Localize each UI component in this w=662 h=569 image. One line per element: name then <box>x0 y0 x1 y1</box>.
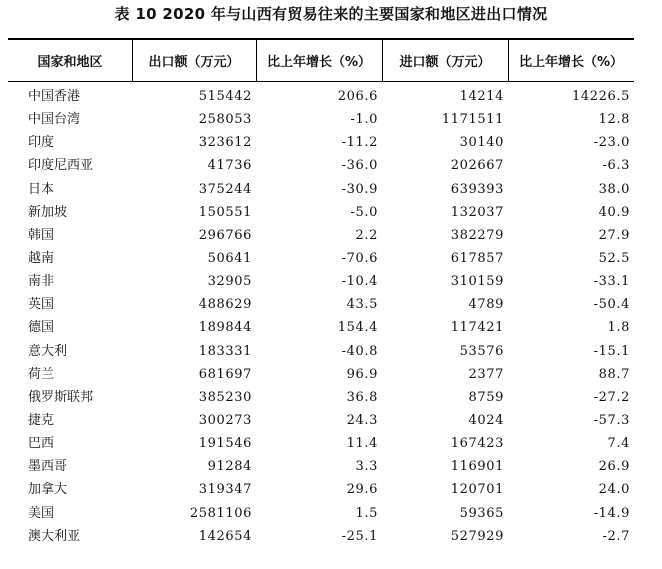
region-cell: 中国香港 <box>28 89 81 105</box>
import-cell: 117421 <box>450 320 504 336</box>
import-growth-cell: -57.3 <box>593 413 630 429</box>
column-header-import-growth: 比上年增长（%） <box>518 55 624 70</box>
import-growth-cell: 24.0 <box>598 482 630 498</box>
table-row <box>8 525 634 548</box>
import-cell: 30140 <box>459 135 504 151</box>
import-cell: 382279 <box>450 227 504 243</box>
export-growth-cell: -30.9 <box>341 181 378 197</box>
import-cell: 59365 <box>459 505 504 521</box>
import-cell: 639393 <box>450 181 504 197</box>
region-cell: 英国 <box>28 297 55 313</box>
region-cell: 墨西哥 <box>28 459 68 475</box>
table-row <box>8 478 634 501</box>
table-row <box>8 201 634 224</box>
export-cell: 681697 <box>198 366 252 382</box>
import-cell: 4789 <box>468 297 504 313</box>
region-cell: 南非 <box>28 274 55 290</box>
import-growth-cell: 14226.5 <box>572 89 630 105</box>
import-growth-cell: 38.0 <box>598 181 630 197</box>
table-row <box>8 432 634 455</box>
export-growth-cell: 24.3 <box>346 413 378 429</box>
export-growth-cell: 36.8 <box>346 389 378 405</box>
column-header-export: 出口额（万元） <box>148 55 240 70</box>
table-row <box>8 131 634 154</box>
export-cell: 91284 <box>207 459 252 475</box>
import-growth-cell: 40.9 <box>598 204 630 220</box>
import-cell: 4024 <box>468 413 504 429</box>
import-growth-cell: -50.4 <box>593 297 630 313</box>
table-row <box>8 316 634 339</box>
export-cell: 385230 <box>198 389 252 405</box>
table-row <box>8 386 634 409</box>
region-cell: 中国台湾 <box>28 112 81 128</box>
table-header <box>8 42 634 79</box>
import-growth-cell: 7.4 <box>607 436 630 452</box>
import-growth-cell: -33.1 <box>593 274 630 290</box>
export-cell: 191546 <box>198 436 252 452</box>
import-growth-cell: -27.2 <box>593 389 630 405</box>
header-rule <box>8 81 634 82</box>
import-growth-cell: 1.8 <box>607 320 630 336</box>
export-growth-cell: 154.4 <box>337 320 378 336</box>
column-header-import: 进口额（万元） <box>399 55 491 70</box>
export-cell: 258053 <box>198 112 252 128</box>
import-growth-cell: -2.7 <box>602 528 630 544</box>
export-cell: 50641 <box>207 251 252 267</box>
column-header-region: 国家和地区 <box>37 55 103 70</box>
import-cell: 53576 <box>459 343 504 359</box>
export-cell: 142654 <box>198 528 252 544</box>
table-body <box>8 85 634 548</box>
region-cell: 韩国 <box>28 227 55 243</box>
header-row <box>8 42 634 79</box>
export-cell: 296766 <box>198 227 252 243</box>
export-growth-cell: 1.5 <box>355 505 378 521</box>
table-row <box>8 224 634 247</box>
region-cell: 美国 <box>28 505 55 521</box>
import-cell: 120701 <box>450 482 504 498</box>
export-cell: 189844 <box>198 320 252 336</box>
region-cell: 印度 <box>28 135 55 151</box>
import-growth-cell: -6.3 <box>602 158 630 174</box>
region-cell: 巴西 <box>28 436 55 452</box>
import-cell: 310159 <box>450 274 504 290</box>
table-row <box>8 455 634 478</box>
import-cell: 617857 <box>450 251 504 267</box>
region-cell: 捷克 <box>28 413 55 429</box>
region-cell: 加拿大 <box>28 482 68 498</box>
import-growth-cell: 26.9 <box>598 459 630 475</box>
export-growth-cell: -36.0 <box>341 158 378 174</box>
import-cell: 8759 <box>468 389 504 405</box>
region-cell: 越南 <box>28 251 55 267</box>
import-cell: 1171511 <box>441 112 504 128</box>
table-row <box>8 502 634 525</box>
export-growth-cell: 3.3 <box>355 459 378 475</box>
region-cell: 澳大利亚 <box>28 528 81 544</box>
region-cell: 新加坡 <box>28 204 68 220</box>
import-cell: 527929 <box>450 528 504 544</box>
import-cell: 132037 <box>450 204 504 220</box>
region-cell: 荷兰 <box>28 366 55 382</box>
import-growth-cell: -15.1 <box>593 343 630 359</box>
table-row <box>8 85 634 108</box>
export-growth-cell: -1.0 <box>350 112 378 128</box>
export-growth-cell: 29.6 <box>346 482 378 498</box>
table-title: 表 10 2020 年与山西有贸易往来的主要国家和地区进出口情况 <box>114 5 548 23</box>
region-cell: 俄罗斯联邦 <box>28 389 94 405</box>
import-growth-cell: 52.5 <box>598 251 630 267</box>
region-cell: 日本 <box>28 181 55 197</box>
import-growth-cell: 88.7 <box>598 366 630 382</box>
export-growth-cell: 2.2 <box>355 227 378 243</box>
export-cell: 32905 <box>207 274 252 290</box>
export-cell: 150551 <box>198 204 252 220</box>
column-header-export-growth: 比上年增长（%） <box>266 55 372 70</box>
export-growth-cell: 11.4 <box>346 436 378 452</box>
export-cell: 41736 <box>207 158 252 174</box>
import-cell: 14214 <box>459 89 504 105</box>
table-row <box>8 293 634 316</box>
table-row <box>8 363 634 386</box>
export-growth-cell: -5.0 <box>350 204 378 220</box>
region-cell: 意大利 <box>28 343 68 359</box>
region-cell: 印度尼西亚 <box>28 158 94 174</box>
table-row <box>8 340 634 363</box>
table-row <box>8 270 634 293</box>
import-cell: 2377 <box>468 366 504 382</box>
export-cell: 300273 <box>198 413 252 429</box>
export-cell: 319347 <box>198 482 252 498</box>
import-cell: 202667 <box>450 158 504 174</box>
region-cell: 德国 <box>28 320 55 336</box>
top-rule <box>8 38 634 40</box>
export-growth-cell: -70.6 <box>341 251 378 267</box>
table-row <box>8 108 634 131</box>
export-growth-cell: -40.8 <box>341 343 378 359</box>
import-growth-cell: -23.0 <box>593 135 630 151</box>
export-cell: 375244 <box>198 181 252 197</box>
table-row <box>8 409 634 432</box>
export-cell: 488629 <box>198 297 252 313</box>
export-growth-cell: 96.9 <box>346 366 378 382</box>
export-growth-cell: -10.4 <box>341 274 378 290</box>
export-cell: 323612 <box>198 135 252 151</box>
export-cell: 2581106 <box>189 505 252 521</box>
export-growth-cell: -11.2 <box>341 135 378 151</box>
export-cell: 515442 <box>198 89 252 105</box>
export-growth-cell: 206.6 <box>337 89 378 105</box>
import-growth-cell: 12.8 <box>598 112 630 128</box>
export-cell: 183331 <box>198 343 252 359</box>
table-row <box>8 154 634 177</box>
import-growth-cell: -14.9 <box>593 505 630 521</box>
import-cell: 167423 <box>450 436 504 452</box>
import-growth-cell: 27.9 <box>598 227 630 243</box>
table-row <box>8 247 634 270</box>
table-row <box>8 178 634 201</box>
export-growth-cell: 43.5 <box>346 297 378 313</box>
import-cell: 116901 <box>450 459 504 475</box>
export-growth-cell: -25.1 <box>341 528 378 544</box>
